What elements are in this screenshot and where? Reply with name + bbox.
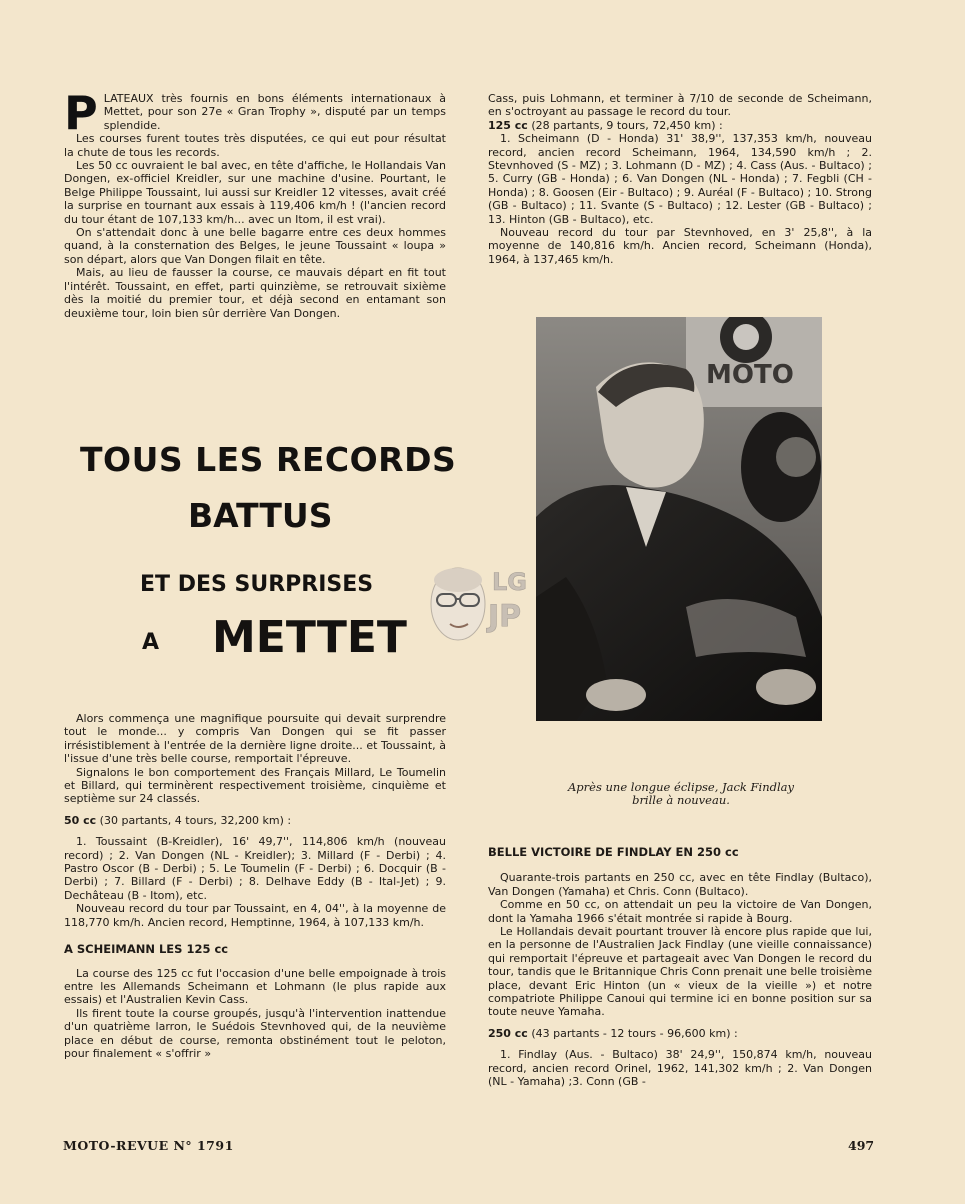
body-paragraph: La course des 125 cc fut l'occasion d'une belle empoignade à trois entre les Allemands Scheimann et Lohmann (le plus rapide aux essais) et l'Australien Kevin Cass. xyxy=(64,966,446,1007)
intro-paragraph: Les 50 cc ouvraient le bal avec, en tête d'affiche, le Hollandais Van Dongen, ex-officiel Kreidler, sur une machine d'usine. Pourtant, le Belge Philippe Toussaint, lui aussi sur Kreidler 12 vitesses, avait créé la surprise en tournant aux essais à 119,406 km/h ! (l'ancien record du tour étant de 107,133 km/h... avec un Itom, il est vrai). xyxy=(64,159,446,226)
body-paragraph: Quarante-trois partants en 250 cc, avec en tête Findlay (Bultaco), Van Dongen (Yamaha) et Chris. Conn (Bultaco). xyxy=(488,871,872,898)
collector-stamp xyxy=(428,560,538,644)
intro-paragraph: Mais, au lieu de fausser la course, ce mauvais départ en fit tout l'intérêt. Toussaint, en effet, parti quinzième, se retrouvait sixième dès la moitié du premier tour, et déjà second en entamant son deuxième tour, loin bien sûr derrière Van Dongen. xyxy=(64,266,446,320)
caption-line-2: brille à nouveau. xyxy=(632,793,730,807)
intro-lead-paragraph: PLATEAUX très fournis en bons éléments internationaux à Mettet, pour son 27e « Gran Trophy », disputé par un temps splendide. xyxy=(64,86,446,140)
intro-column xyxy=(64,86,446,320)
section-subhead-125: A SCHEIMANN LES 125 cc xyxy=(64,942,229,957)
race-250cc-heading: 250 cc (43 partants - 12 tours - 96,600 km) : xyxy=(488,1026,738,1040)
lower-left-column xyxy=(64,712,446,1060)
rider-photo-illustration xyxy=(536,317,822,721)
headline-line-4: A xyxy=(142,630,160,655)
headline-line-5: METTET xyxy=(212,612,407,663)
photo-caption xyxy=(536,781,826,807)
upper-right-column xyxy=(488,92,872,266)
caption-line-1: Après une longue éclipse, Jack Findlay xyxy=(567,780,794,794)
race-50cc-record: Nouveau record du tour par Toussaint, en 4, 04'', à la moyenne de 118,770 km/h. Ancien record, Hemptinne, 1964, à 107,133 km/h. xyxy=(64,902,446,929)
headline-line-2: BATTUS xyxy=(188,496,333,535)
section-subhead-250: BELLE VICTOIRE DE FINDLAY EN 250 cc xyxy=(488,845,739,859)
drop-cap: P xyxy=(64,86,98,140)
photo-sign-text: MOTO xyxy=(706,360,794,390)
headline-line-3: ET DES SURPRISES xyxy=(140,572,374,597)
stamp-letters-bottom: JP xyxy=(488,599,522,634)
race-125cc-record: Nouveau record du tour par Stevnhoved, en 3' 25,8'', à la moyenne de 140,816 km/h. Ancien record, Scheimann (Honda), 1964, à 137,465 km/h. xyxy=(488,226,872,266)
race-50cc-results: 1. Toussaint (B-Kreidler), 16' 49,7'', 114,806 km/h (nouveau record) ; 2. Van Dongen (NL - Kreidler); 3. Millard (F - Derbi) ; 4. Pastro Oscor (B - Derbi) ; 5. Le Toumelin (F - Derbi) ; 6. Docquir (B - Derbi) ; 7. Billard (F - Derbi) ; 8. Delhave Eddy (B - Ital-Jet) ; 9. Dechâteau (B - Itom), etc. xyxy=(64,835,446,902)
body-paragraph: Signalons le bon comportement des Français Millard, Le Toumelin et Billard, qui terminèrent respectivement troisième, cinquième et septième sur 24 classés. xyxy=(64,765,446,806)
body-paragraph: Comme en 50 cc, on attendait un peu la victoire de Van Dongen, dont la Yamaha 1966 s'était montrée si rapide à Bourg. xyxy=(488,898,872,925)
rider-photo xyxy=(536,317,822,721)
headline-line-1: TOUS LES RECORDS xyxy=(80,440,457,479)
page-number: 497 xyxy=(848,1138,875,1153)
body-paragraph: Cass, puis Lohmann, et terminer à 7/10 de seconde de Scheimann, en s'octroyant au passage le record du tour. xyxy=(488,92,872,119)
race-250cc-results: 1. Findlay (Aus. - Bultaco) 38' 24,9'', 150,874 km/h, nouveau record, ancien record Orinel, 1962, 141,302 km/h ; 2. Van Dongen (NL - Yamaha) ;3. Conn (GB - xyxy=(488,1048,872,1089)
lower-right-column xyxy=(488,846,872,1089)
race-125cc-results: 1. Scheimann (D - Honda) 31' 38,9'', 137,353 km/h, nouveau record, ancien record Scheimann, 1964, 134,590 km/h ; 2. Stevnhoved (S - MZ) ; 3. Lohmann (D - MZ) ; 4. Cass (Aus. - Bultaco) ; 5. Curry (GB - Honda) ; 6. Van Dongen (NL - Honda) ; 7. Fegbli (CH - Honda) ; 8. Goosen (Eir - Bultaco) ; 9. Auréal (F - Bultaco) ; 10. Strong (GB - Bultaco) ; 11. Svante (S - Bultaco) ; 12. Lester (GB - Bultaco) ; 13. Hinton (GB - Bultaco), etc. xyxy=(488,132,872,226)
body-paragraph: Ils firent toute la course groupés, jusqu'à l'intervention inattendue d'un quatrième larron, le Suédois Stevnhoved qui, de la neuvième place en début de course, remonta obstinément tout le peloton, pour finalement « s'offrir » xyxy=(64,1006,446,1060)
race-125cc-heading: 125 cc (28 partants, 9 tours, 72,450 km) : xyxy=(488,118,723,132)
stamp-letters-top: LG xyxy=(492,568,527,596)
body-paragraph: Le Hollandais devait pourtant trouver là encore plus rapide que lui, en la personne de l'Australien Jack Findlay (une vieille connaissance) qui remportait l'épreuve et partageait avec Van Dongen le record du tour, tandis que le Britannique Chris Conn prenait une belle troisième place, devant Eric Hinton (un « vieux de la vieille ») et notre compatriote Philippe Canoui qui termine ici en bonne position sur sa toute neuve Yamaha. xyxy=(488,925,872,1019)
intro-paragraph: Les courses furent toutes très disputées, ce qui eut pour résultat la chute de tous les records. xyxy=(64,132,446,159)
intro-paragraph: On s'attendait donc à une belle bagarre entre ces deux hommes quand, à la consternation des Belges, le jeune Toussaint « loupa » son départ, alors que Van Dongen filait en tête. xyxy=(64,226,446,266)
race-50cc-heading: 50 cc (30 partants, 4 tours, 32,200 km) : xyxy=(64,813,292,827)
magazine-issue-footer: MOTO-REVUE N° 1791 xyxy=(63,1138,234,1153)
body-paragraph: Alors commença une magnifique poursuite qui devait surprendre tout le monde... y compris Van Dongen qui se fit passer irrésistiblement à l'entrée de la dernière ligne droite... et Toussaint, à l'issue d'une très belle course, remportait l'épreuve. xyxy=(64,712,446,766)
